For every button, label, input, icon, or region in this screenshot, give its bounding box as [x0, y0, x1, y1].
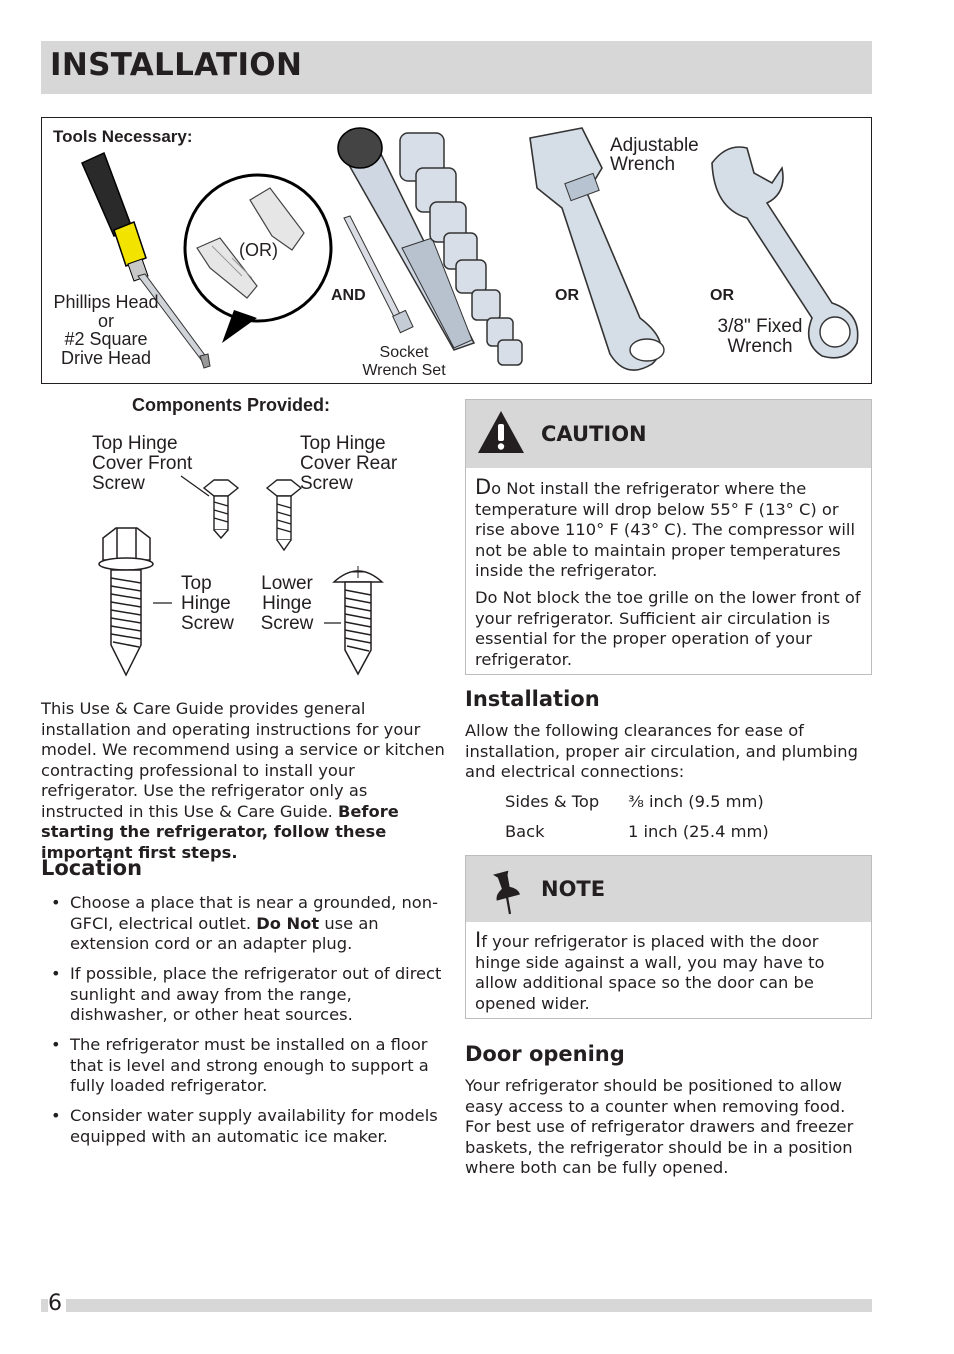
note-dropcap: I: [475, 928, 482, 952]
intro-bold: Before starting the refrigerator, follow these important first steps.: [41, 801, 399, 862]
pushpin-icon: [490, 870, 520, 916]
front-screw-line-1: Top Hinge: [92, 433, 178, 454]
footer-bar: [41, 1299, 872, 1312]
phillips-line-3: #2 Square: [64, 329, 148, 349]
installation-text: Allow the following clearances for ease of installation, proper air circulation, and plumbing and electrical connections:: [465, 721, 858, 781]
adjustable-label: [610, 136, 699, 174]
rear-screw-line-3: Screw: [300, 473, 353, 494]
phillips-line-2: or: [97, 310, 114, 331]
bullet-text: If possible, place the refrigerator out of direct sunlight and away from the range, dishwasher, or other heat sources.: [70, 964, 442, 1024]
front-screw-icon: [204, 480, 238, 538]
top-hinge-screw-label: [181, 574, 234, 634]
rear-screw-icon: [267, 480, 301, 550]
note-header: [466, 856, 871, 922]
lower-hinge-line-3: Screw: [260, 613, 314, 634]
bullet-text: Choose a place that is near a grounded, non-GFCI, electrical outlet.: [70, 893, 438, 933]
list-item: [41, 1035, 451, 1097]
caution-title: CAUTION: [541, 422, 647, 446]
note-title: NOTE: [541, 877, 606, 901]
fixed-line-1: 3/8" Fixed: [717, 316, 803, 337]
clearance-value: 1 inch (25.4 mm): [628, 822, 769, 841]
socket-label: [348, 344, 460, 380]
note-paragraph: [475, 930, 865, 1014]
caution-box: [465, 399, 872, 675]
note-text: f your refrigerator is placed with the door hinge side against a wall, you may have to allow additional space so the door can be opened wider.: [475, 932, 825, 1013]
socket-line-1: Socket: [379, 344, 429, 361]
installation-heading: Installation: [465, 687, 600, 711]
intro-text: This Use & Care Guide provides general installation and operating instructions for your model. We recommend using a service or kitchen contracting professional to install your refrigerator. Use the refrigerator only as instructed in this Use & Care Guide.: [41, 699, 445, 821]
door-opening-heading: Door opening: [465, 1042, 625, 1066]
phillips-line-1: Phillips Head: [53, 292, 159, 312]
bullet-text: Consider water supply availability for models equipped with an automatic ice maker.: [70, 1106, 438, 1146]
fixed-wrench-label: [710, 317, 810, 357]
note-box: [465, 855, 872, 1019]
lower-hinge-screw-icon: [334, 566, 382, 674]
rear-screw-label: [300, 434, 397, 494]
intro-paragraph: [41, 699, 453, 863]
lower-hinge-screw-label: [256, 574, 318, 634]
list-item: [41, 1106, 451, 1147]
front-screw-label: [92, 434, 192, 494]
list-item: [41, 893, 451, 955]
adjustable-line-2: Wrench: [610, 154, 676, 175]
bullet-text-post: use an extension cord or an adapter plug.: [70, 913, 379, 953]
rear-screw-line-2: Cover Rear: [300, 453, 398, 474]
location-heading: Location: [41, 856, 143, 880]
caution-dropcap: D: [475, 475, 492, 499]
page-header: [41, 41, 872, 94]
caution-paragraph-1: [475, 477, 865, 582]
and-label: AND: [331, 287, 366, 304]
rear-screw-line-1: Top Hinge: [300, 433, 386, 454]
caution-text-1: o Not install the refrigerator where the temperature will drop below 55° F (13° C) or rise above 110° F (43° C). The compressor will not be able to maintain proper temperatures inside the refrigerator.: [475, 479, 855, 580]
clearance-value: ⅜ inch (9.5 mm): [628, 792, 764, 811]
page-number: 6: [48, 1291, 66, 1316]
clearance-label: Back: [505, 822, 545, 841]
top-hinge-screw-icon: [99, 528, 153, 675]
top-hinge-line-1: Top: [181, 573, 212, 594]
bullet-bold: Do Not: [256, 913, 320, 933]
socket-line-2: Wrench Set: [362, 362, 446, 379]
caution-header: [466, 400, 871, 468]
clearance-label: Sides & Top: [505, 792, 600, 811]
caution-paragraph-2: Do Not block the toe grille on the lower front of your refrigerator. Sufficient air circulation is essential for the proper operation of your refrigerator.: [475, 588, 861, 669]
door-opening-text: Your refrigerator should be positioned to allow easy access to a counter when removing food. For best use of refrigerator drawers and freezer baskets, the refrigerator should be in a position where both can be fully opened.: [465, 1076, 854, 1177]
fixed-line-2: Wrench: [727, 336, 793, 357]
front-screw-line-3: Screw: [92, 473, 145, 494]
location-list: [41, 893, 451, 1157]
or-label-2: OR: [710, 287, 734, 304]
tools-panel: [41, 117, 872, 384]
or-bits-label: (OR): [239, 240, 278, 260]
list-item: [41, 964, 451, 1026]
front-screw-line-2: Cover Front: [92, 453, 193, 474]
bullet-text: The refrigerator must be installed on a floor that is level and strong enough to support a fully loaded refrigerator.: [70, 1035, 429, 1095]
or-label-1: OR: [555, 287, 579, 304]
top-hinge-line-3: Screw: [181, 613, 234, 634]
top-hinge-line-2: Hinge: [181, 593, 231, 614]
adjustable-line-1: Adjustable: [610, 135, 699, 156]
lower-hinge-line-2: Hinge: [262, 593, 312, 614]
tools-title: Tools Necessary:: [53, 127, 193, 146]
components-title: Components Provided:: [132, 395, 331, 415]
phillips-label: [46, 293, 166, 367]
page-title: INSTALLATION: [50, 47, 303, 83]
warning-icon: [476, 409, 526, 455]
phillips-line-4: Drive Head: [60, 347, 152, 368]
lower-hinge-line-1: Lower: [261, 573, 313, 594]
